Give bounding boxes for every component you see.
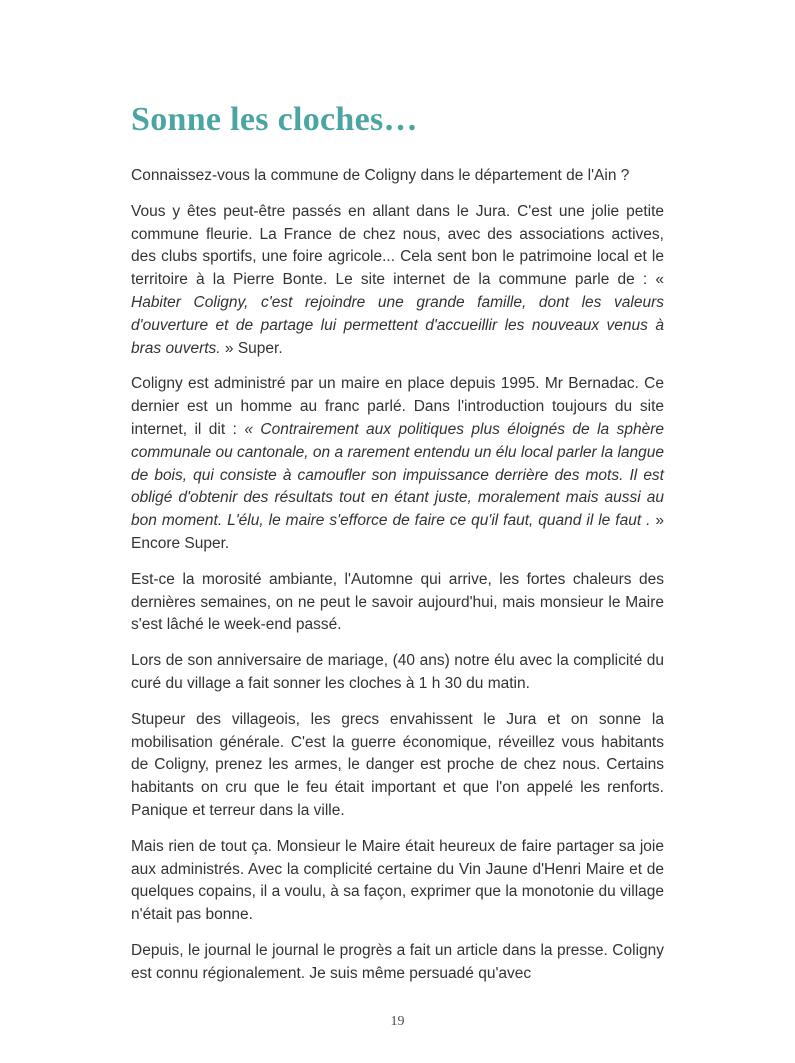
article-body [131,165,664,986]
body-text: Depuis, le journal le journal le progrès a fait un article dans la presse. Coligny est connu régionalement. Je suis même persuadé qu'avec [131,942,664,982]
body-text: Lors de son anniversaire de mariage, (40 ans) notre élu avec la complicité du curé du village a fait sonner les cloches à 1 h 30 du matin. [131,652,664,693]
body-text: Vous y êtes peut-être passés en allant dans le Jura. C'est une jolie petite commune fleurie. La France de chez nous, avec des associations actives, des clubs sportifs, une foire agricole... Cela sent bon le patrimoine local et le territoire à la Pierre Bonte. Le site internet de la commune parle de : « [131,202,664,289]
paragraph [131,709,664,823]
paragraph [131,940,664,986]
paragraph [131,650,664,696]
body-text: Coligny est administré par un maire en place depuis 1995. Mr Bernadac. Ce dernier est un homme au franc parlé. Dans l'introduction toujours du site internet, il dit : [131,375,664,439]
quoted-italic-text: « Contrairement aux politiques plus éloignés de la sphère communale ou cantonale, on a rarement entendu un élu local parler la langue de bois, qui consiste à camoufler son impuissance derrière des mots. Il est obligé d'obtenir des résultats tout en étant juste, moralement mais aussi au bon moment. L'élu, le maire s'efforce de faire ce qu'il faut, quand il le faut . [131,421,664,530]
paragraph [131,569,664,637]
body-text: Connaissez-vous la commune de Coligny dans le département de l'Ain ? [131,167,630,185]
page-number: 19 [390,1014,405,1029]
body-text: Stupeur des villageois, les grecs envahissent le Jura et on sonne la mobilisation générale. C'est la guerre économique, réveillez vous habitants de Coligny, prenez les armes, le danger est proche de chez nous. Certains habitants on cru que le feu était important et que l'on appelé les renforts. Panique et terreur dans la ville. [131,710,664,820]
page-footer [0,1014,795,1030]
paragraph [131,201,664,361]
quoted-italic-text: Habiter Coligny, c'est rejoindre une grande famille, dont les valeurs d'ouverture et de partage lui permettent d'accueillir les nouveaux venus à bras ouverts. [131,294,664,357]
body-text: » Super. [220,339,283,357]
paragraph [131,373,664,555]
body-text: Est-ce la morosité ambiante, l'Automne qui arrive, les fortes chaleurs des dernières semaines, on ne peut le savoir aujourd'hui, mais monsieur le Maire s'est lâché le week-end passé. [131,570,664,634]
body-text: Mais rien de tout ça. Monsieur le Maire était heureux de faire partager sa joie aux administrés. Avec la complicité certaine du Vin Jaune d'Henri Maire et de quelques copains, il a voulu, à sa façon, exprimer que la monotonie du village n'était pas bonne. [131,837,664,924]
body-text: » Encore Super. [131,512,664,553]
page-title: Sonne les cloches… [131,101,418,138]
paragraph [131,836,664,927]
paragraph [131,165,664,188]
